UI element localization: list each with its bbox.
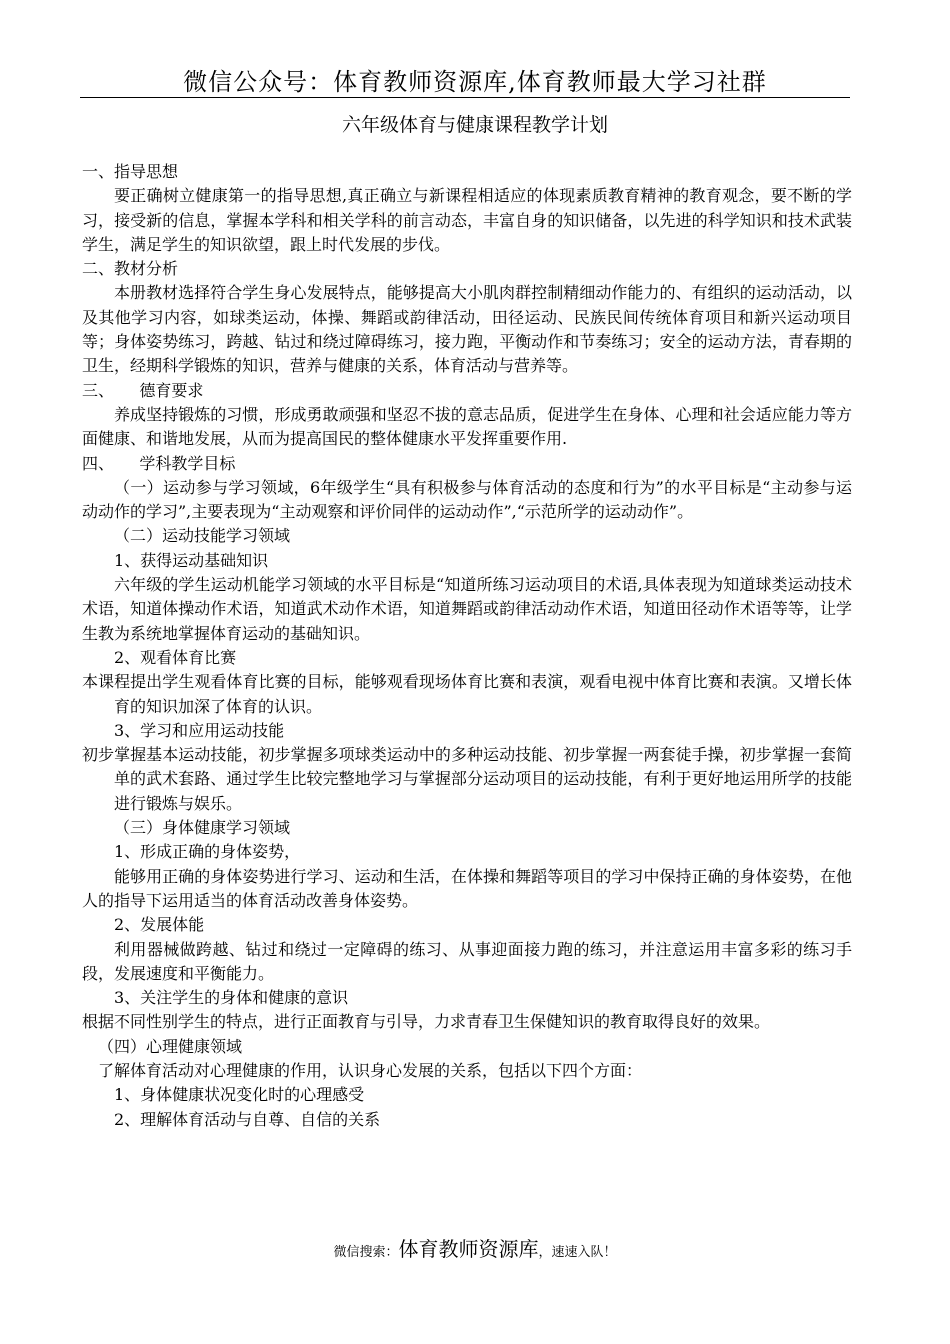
para-1: 一、指导思想	[82, 162, 179, 181]
para-8: （一）运动参与学习领域，6年级学生“具有积极参与体育活动的态度和行为”的水平目标是“主动参与运动动作的学习”,主要表现为“主动观察和评价同伴的运动动作”,“示范所学的运动动作”。	[82, 477, 852, 522]
para-24: 了解体育活动对心理健康的作用，认识身心发展的关系，包括以下四个方面：	[98, 1060, 643, 1080]
para-5: 三、 德育要求	[82, 380, 204, 400]
para-4: 本册教材选择符合学生身心发展特点，能够提高大小肌肉群控制精细动作能力的、有组织的运动活动，以及其他学习内容，如球类运动，体操、舞蹈或韵律活动，田径运动、民族民间传统体育项目和新兴运动项目等；身体姿势练习，跨越、钻过和绕过障碍练习，接力跑，平衡动作和节奏练习；安全的运动方法，青春期的卫生，经期科学锻炼的知识，营养与健康的关系，体育活动与营养等。	[82, 283, 852, 376]
para-25: 1、身体健康状况变化时的心理感受	[114, 1085, 365, 1105]
header-rule	[80, 97, 850, 98]
para-14: 3、学习和应用运动技能	[114, 720, 285, 740]
para-23: （四）心理健康领域	[98, 1036, 243, 1056]
para-13: 本课程提出学生观看体育比赛的目标，能够观看现场体育比赛和表演，观看电视中体育比赛和表演。又增长体育的知识加深了体育的认识。	[82, 672, 852, 716]
document-title: 六年级体育与健康课程教学计划	[341, 114, 608, 136]
para-19: 2、发展体能	[114, 915, 205, 935]
para-9: （二）运动技能学习领域	[114, 526, 291, 546]
para-11: 六年级的学生运动机能学习领域的水平目标是“知道所练习运动项目的术语,具体表现为知道球类运动技术术语，知道体操动作术语，知道武术动作术语，知道舞蹈或韵律活动动作术语，知道田径动作术语等等，让学生教为系统地掌握体育运动的基础知识。	[82, 575, 852, 643]
para-6: 养成坚持锻炼的习惯，形成勇敢顽强和坚忍不拔的意志品质，促进学生在身体、心理和社会适应能力等方面健康、和谐地发展，从而为提高国民的整体健康水平发挥重要作用.	[82, 404, 852, 449]
page-header: 微信公众号：体育教师资源库,体育教师最大学习社群	[183, 68, 767, 96]
para-20: 利用器械做跨越、钻过和绕过一定障碍的练习、从事迎面接力跑的练习，并注意运用丰富多彩的练习手段，发展速度和平衡能力。	[82, 939, 852, 983]
para-22: 根据不同性别学生的特点，进行正面教育与引导，力求青春卫生保健知识的教育取得良好的效果。	[82, 1012, 771, 1032]
page-footer	[0, 1233, 950, 1262]
document-body	[82, 160, 852, 1132]
para-2: 要正确树立健康第一的指导思想,真正确立与新课程相适应的体现素质教育精神的教育观念，要不断的学习，接受新的信息，掌握本学科和相关学科的前言动态，丰富自身的知识储备，以先进的科学知识和技术武装学生，满足学生的知识欲望，跟上时代发展的步伐。	[82, 186, 852, 254]
para-7: 四、 学科教学目标	[82, 453, 236, 473]
para-16: （三）身体健康学习领域	[114, 818, 291, 838]
para-12: 2、观看体育比赛	[114, 647, 237, 667]
para-3: 二、教材分析	[82, 259, 179, 279]
footer-suffix: ，速速入队！	[538, 1245, 617, 1260]
para-17: 1、形成正确的身体姿势，	[114, 842, 301, 862]
para-18: 能够用正确的身体姿势进行学习、运动和生活，在体操和舞蹈等项目的学习中保持正确的身体姿势，在他人的指导下运用适当的体育活动改善身体姿势。	[82, 866, 852, 910]
footer-name: 体育教师资源库	[398, 1237, 539, 1261]
para-15: 初步掌握基本运动技能，初步掌握多项球类运动中的多种运动技能、初步掌握一两套徒手操，初步掌握一套简单的武术套路、通过学生比较完整地学习与掌握部分运动项目的运动技能，有利于更好地运用所学的技能进行锻炼与娱乐。	[82, 745, 852, 813]
para-10: 1、获得运动基础知识	[114, 550, 269, 570]
para-26: 2、理解体育活动与自尊、自信的关系	[114, 1109, 381, 1129]
para-21: 3、关注学生的身体和健康的意识	[114, 988, 349, 1008]
footer-prefix: 微信搜索：	[333, 1245, 399, 1260]
